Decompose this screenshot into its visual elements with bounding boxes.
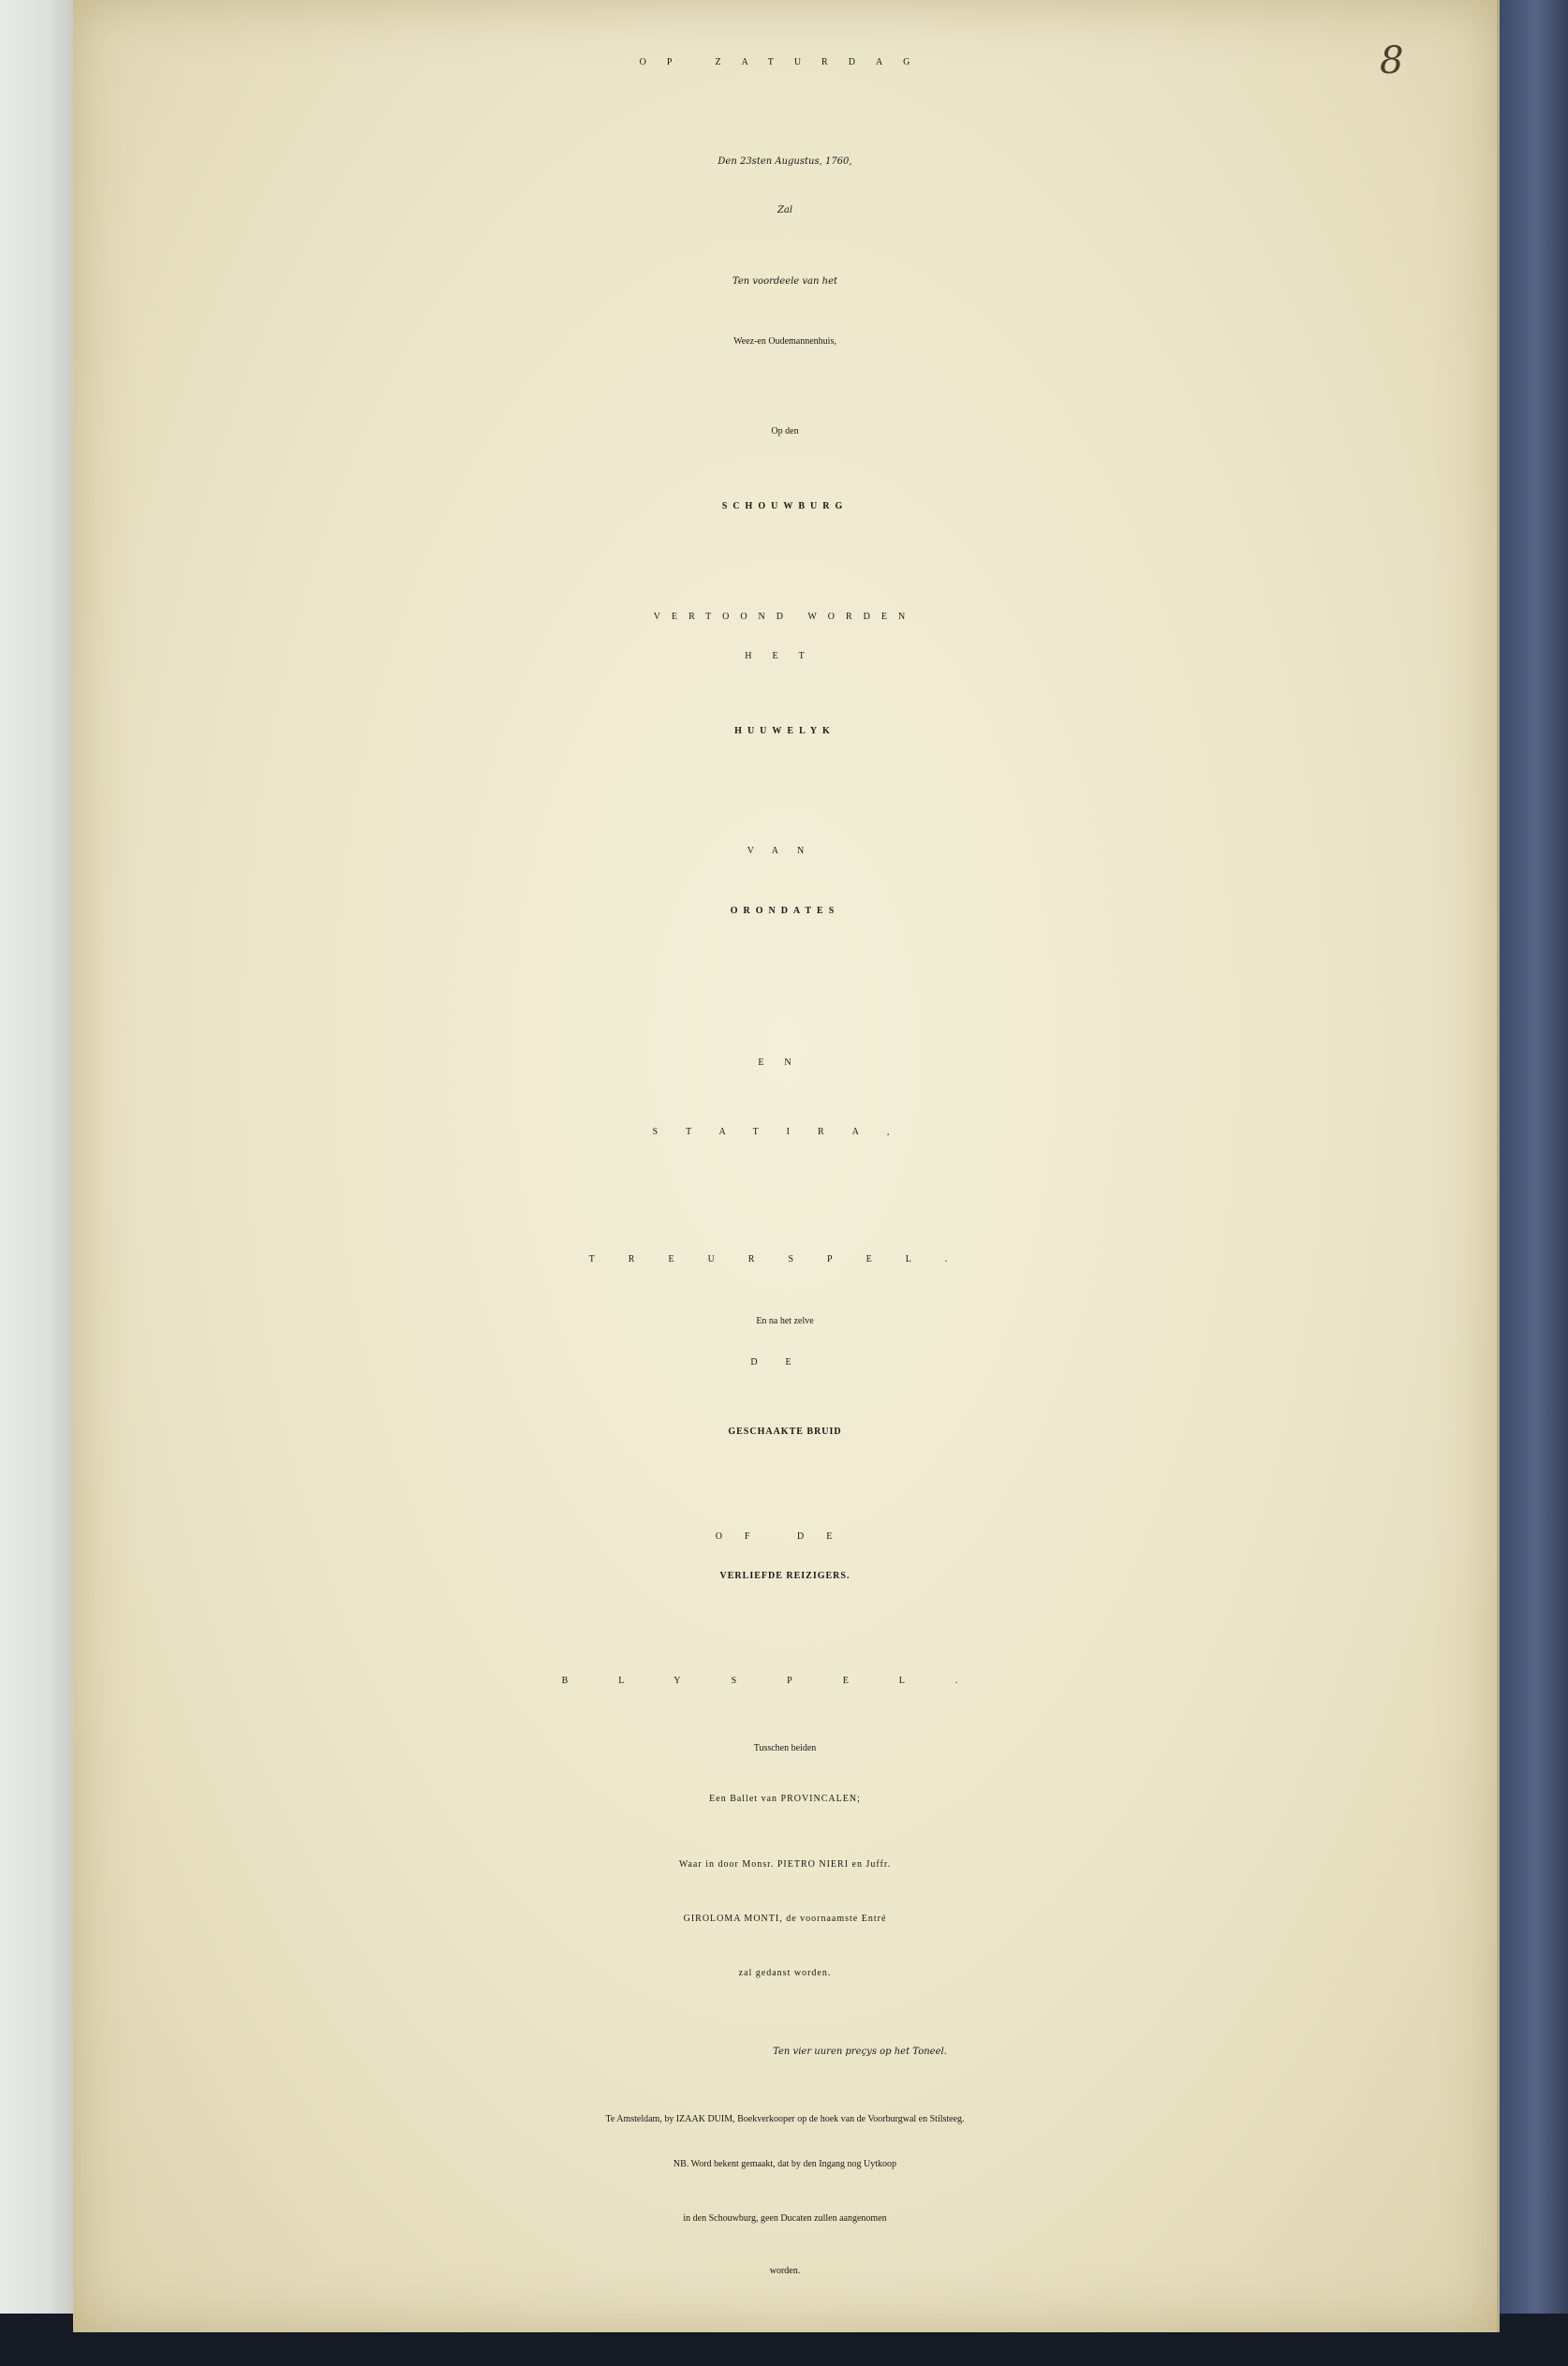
printer-line: Te Amsteldam, by IZAAK DUIM, Boekverkooper op de hoek van de Voorburgwal en Stilsteeg. xyxy=(605,2114,965,2124)
venue-title: SCHOUWBURG xyxy=(721,501,849,511)
previous-page-edge xyxy=(0,0,77,2314)
op-den-line: Op den xyxy=(771,426,799,436)
play-title-orondates: ORONDATES xyxy=(730,906,840,916)
playbill-page xyxy=(73,0,1500,2332)
benefit-line: Ten voordeele van het xyxy=(732,276,838,287)
beneficiary-line: Weez-en Oudemannenhuis, xyxy=(733,336,836,347)
heading-date-day: OP ZATURDAG xyxy=(639,57,931,67)
after-line: En na het zelve xyxy=(756,1316,814,1326)
genre-blyspel: BLYSPEL. xyxy=(561,1676,1009,1686)
of-de-line: OF DE xyxy=(715,1531,855,1542)
de-line: DE xyxy=(750,1357,820,1368)
van-line: VAN xyxy=(747,846,823,856)
play-title-bruid: GESCHAAKTE BRUID xyxy=(728,1427,842,1437)
ballet-line: Een Ballet van PROVINCALEN; xyxy=(709,1794,861,1804)
dancers-line-3: zal gedanst worden. xyxy=(738,1968,832,1978)
play-title-huuwelyk: HUUWELYK xyxy=(734,726,836,736)
notice-line-2: in den Schouwburg, geen Ducaten zullen aangenomen xyxy=(683,2213,887,2224)
page-number: 8 xyxy=(1380,39,1404,82)
dancers-line-1: Waar in door Monsr. PIETRO NIERI en Juffr. xyxy=(678,1859,892,1870)
start-time-line: Ten vier uuren preçys op het Toneel. xyxy=(773,2047,947,2057)
vertoond-line: VERTOOND WORDEN xyxy=(653,612,917,622)
play-title-statira: STATIRA, xyxy=(652,1127,918,1137)
het-line: HET xyxy=(745,651,825,661)
notice-line-3: worden. xyxy=(769,2266,801,2276)
date-line: Den 23sten Augustus, 1760, xyxy=(717,156,852,167)
between-line: Tusschen beiden xyxy=(753,1743,817,1753)
play-title-reizigers: VERLIEFDE REIZIGERS. xyxy=(719,1571,851,1581)
en-line: EN xyxy=(758,1057,812,1068)
notice-line-1: NB. Word bekent gemaakt, dat by den Ingang nog Uytkoop xyxy=(673,2159,897,2169)
genre-treurspel: TREURSPEL. xyxy=(588,1254,982,1264)
dancers-line-2: GIROLOMA MONTI, de voornaamste Entré xyxy=(683,1914,887,1924)
zal-line: Zal xyxy=(777,205,793,215)
